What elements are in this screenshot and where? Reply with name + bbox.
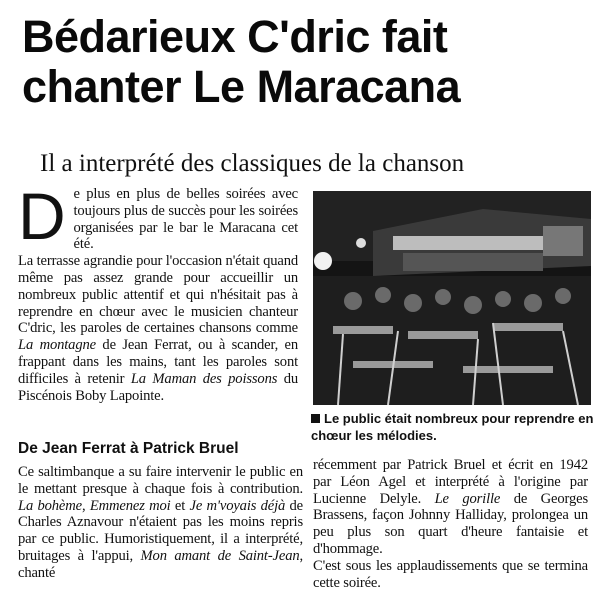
- headline: [22, 12, 592, 112]
- headline-line1: C'dric fait: [247, 11, 448, 62]
- intro-column: [18, 179, 299, 404]
- body-column-right: [313, 457, 588, 591]
- headline-place: Bédarieux: [22, 11, 236, 62]
- intro-paragraph-1: e plus en plus de belles soirées avec toujours plus de succès pour les soirées organisées par le bar le Maracana cet été.: [73, 186, 298, 253]
- drop-cap: D: [18, 179, 66, 253]
- section-heading: De Jean Ferrat à Patrick Bruel: [18, 440, 239, 457]
- subheadline: Il a interprété des classiques de la chanson: [40, 150, 465, 177]
- intro-paragraph-2: La terrasse agrandie pour l'occasion n'était quand même pas assez grande pour accueillir un nombreux public attentif et qui n'hésitait pas à reprendre en chœur avec le musicien chanteur C'dric, les paroles de certaines chansons comme La montagne de Jean Ferrat, ou à scander, en frappant dans les mains, tant les paroles sont difficiles à retenir La Maman des poissons du Piscénois Boby Lapointe.: [18, 253, 299, 404]
- crowd-photo: [313, 191, 591, 405]
- headline-line2: chanter Le Maracana: [22, 61, 461, 112]
- caption-bullet-icon: [311, 414, 320, 423]
- body-right-paragraph-1: récemment par Patrick Bruel et écrit en 1942 par Léon Agel et interprété à l'origine par Lucienne Delyle. Le gorille de Georges Brassens, façon Johnny Halliday, prolongea un peu plus son quart d'heure fantaisie et d'hommage.: [313, 457, 588, 557]
- crowd-photo-image: [313, 191, 591, 405]
- photo-caption: Le public était nombreux pour reprendre en chœur les mélodies.: [311, 411, 594, 443]
- body-column-left: Ce saltimbanque a su faire intervenir le public en le mettant presque à chaque fois à contribution. La bohème, Emmenez moi et Je m'voyais déjà de Charles Aznavour n'étaient pas les moins repris par ce public. Humoristiquement, il a interprété, bruitages à l'appui, Mon amant de Saint-Jean, chanté: [18, 464, 303, 581]
- body-right-paragraph-2: C'est sous les applaudissements que se termina cette soirée.: [313, 557, 588, 591]
